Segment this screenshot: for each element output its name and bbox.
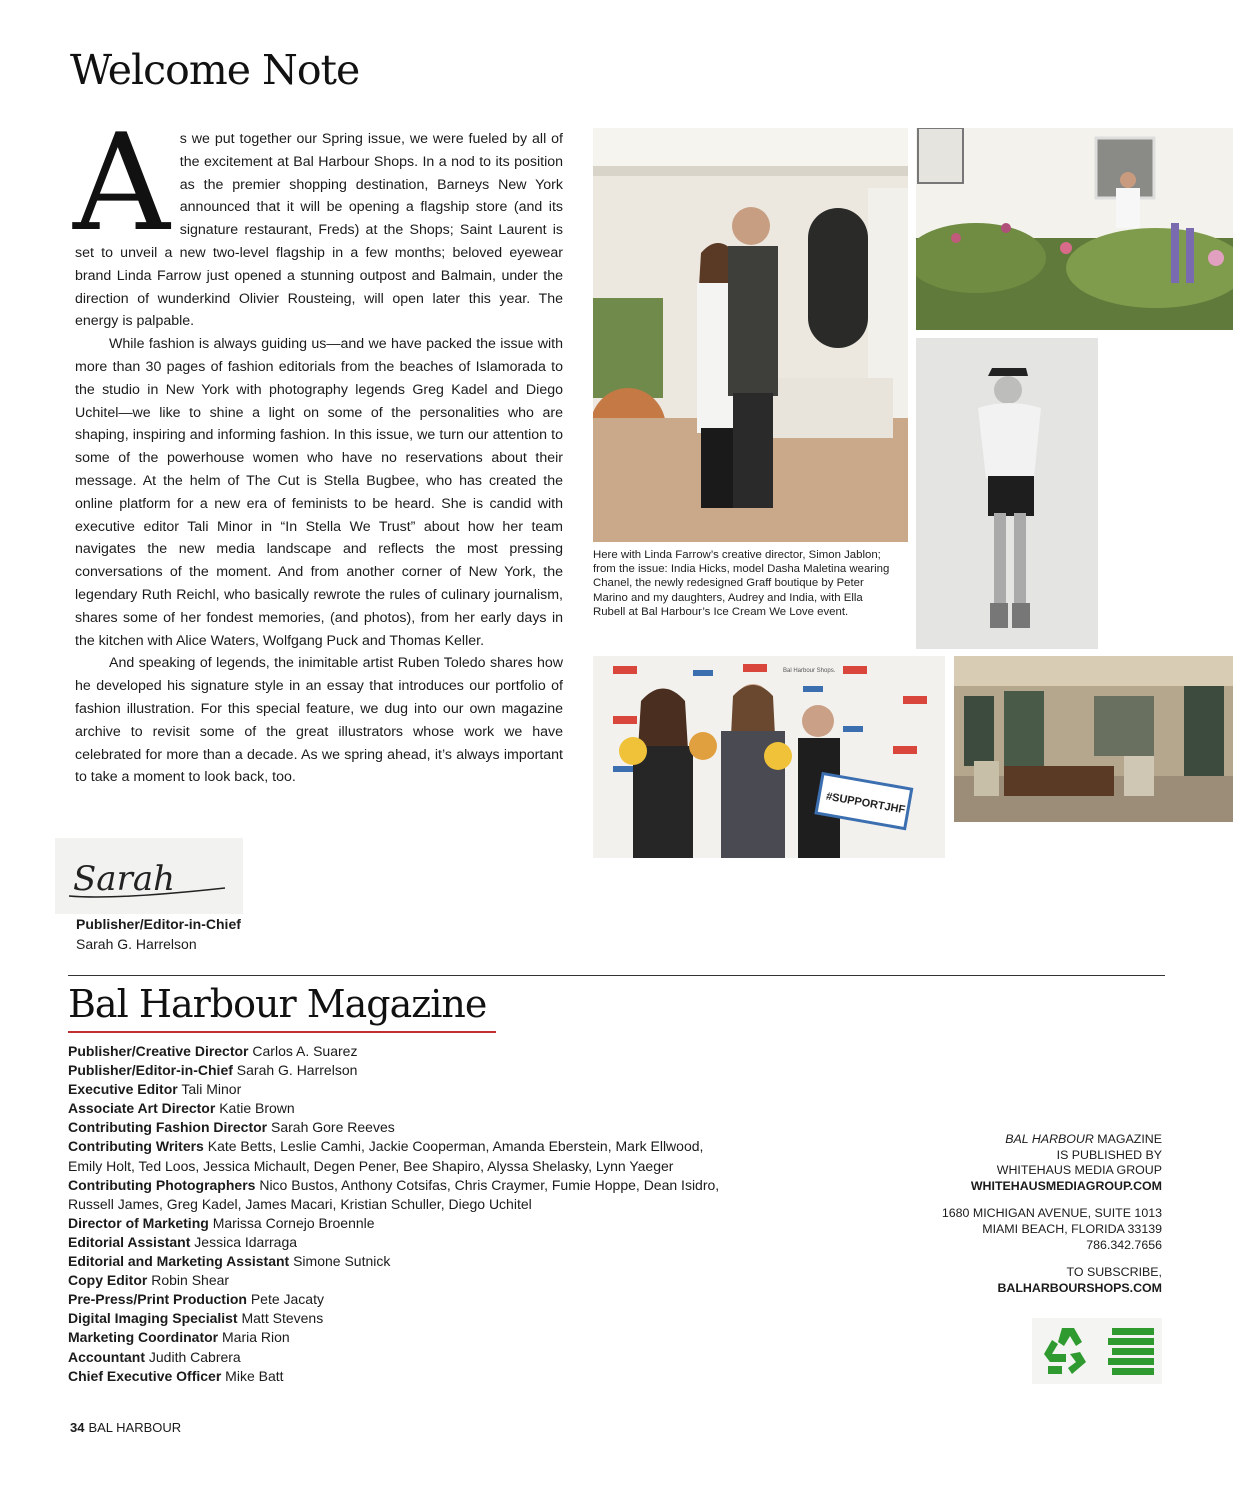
subscribe-link[interactable]: BALHARBOURSHOPS.COM [997,1280,1162,1295]
masthead-entry: Contributing Fashion Director Sarah Gore Reeves [68,1119,395,1136]
photo-couple-terrace [593,128,908,542]
publisher-line-3: WHITEHAUS MEDIA GROUP [996,1163,1162,1178]
paper-stack-icon [1108,1328,1154,1375]
page-title: Welcome Note [70,46,360,94]
signature [55,838,243,914]
signature-text: Sarah [73,859,175,899]
section-divider [68,975,1165,976]
photo-garden-window [916,128,1233,330]
masthead-entry: Chief Executive Officer Mike Batt [68,1367,284,1384]
recycle-logos [1032,1318,1162,1384]
masthead-entry: Publisher/Creative Director Carlos A. Suarez [68,1043,358,1059]
masthead-list [68,1042,728,1386]
page-number: 34 [70,1420,85,1435]
photo-model-chanel [916,338,1098,649]
masthead-entry: Marketing Coordinator Maria Rion [68,1329,290,1346]
phone-number: 786.342.7656 [1086,1237,1162,1252]
masthead-entry: Accountant Judith Cabrera [68,1348,241,1365]
masthead-entry: Editorial Assistant Jessica Idarraga [68,1233,298,1250]
page-footer [70,1420,181,1435]
masthead-entry: Director of Marketing Marissa Cornejo Broennle [68,1214,375,1231]
masthead-entry: Digital Imaging Specialist Matt Stevens [68,1310,324,1327]
recycle-icon [1044,1328,1086,1374]
subscribe-label: TO SUBSCRIBE, [1066,1265,1162,1280]
masthead-entry: Editorial and Marketing Assistant Simone Sutnick [68,1253,391,1270]
footer-section: BAL HARBOUR [88,1420,182,1435]
paragraph-1: As we put together our Spring issue, we were fueled by all of the excitement at Bal Harbour Shops. In a nod to its position as the premier shopping destination, Barneys New York announced that it will be opening a flagship store (and its signature restaurant, Freds) at the Shops; Saint Laurent is set to unveil a new two-level flagship in a few months; beloved eyewear brand Linda Farrow just opened a stunning outpost and Balmain, under the direction of wunderkind Olivier Rousteing, will open later this year. The energy is palpable. [73,105,563,330]
masthead-entry: Associate Art Director Katie Brown [68,1100,295,1117]
masthead-entry: Publisher/Editor-in-Chief Sarah G. Harrelson [68,1062,358,1079]
publisher-info [862,1132,1162,1296]
backdrop-brand-text: Bal Harbour Shops. [783,668,836,674]
support-sign-text: #SUPPORTJHF [825,790,907,817]
photo-caption: Here with Linda Farrow’s creative director, Simon Jablon; from the issue: India Hicks, model Dasha Maletina wearing Chanel, the newly redesigned Graff boutique by Peter Marino and my daughters, Audrey and India, with Ella Rubell at Bal Harbour’s Ice Cream We Love event. [593,549,890,618]
signature-name: Sarah G. Harrelson [76,936,197,952]
paragraph-2: While fashion is always guiding us—and we have packed the issue with more than 30 pages of fashion editorials from the beaches of Islamorada to the studio in New York with photography legends Greg Kadel and Diego Uchitel—we like to shine a light on some of the personalities who are shaping, inspiring and informing fashion. In this issue, we turn our attention to some of the powerhouse women who have no reservations about their message. At the helm of The Cut is Stella Bugbee, who has created the online platform for a new era of feminists to be heard. She is candid with executive editor Tali Minor in “In Stella We Trust” about how her team navigates the new media landscape and reflects the most pressing conversations of the moment. And from another corner of New York, the legendary Ruth Reichl, who basically rewrote the rules of culinary journalism, shares some of her fondest memories, (and photos), from her early days in the kitchen with Alice Waters, Wolfgang Puck and Thomas Keller. [75,336,563,649]
masthead-entry: Copy Editor Robin Shear [68,1272,230,1289]
paragraph-3: And speaking of legends, the inimitable artist Ruben Toledo shares how he developed his signature style in an essay that introduces our portfolio of fashion illustration. For this special feature, we dug into our own magazine archive to revisit some of the great illustrators whose work we have celebrated for more than a decade. As we spring ahead, it’s always important to take a moment to look back, too. [75,655,563,786]
photo-daughters-event [593,656,945,858]
masthead-entry: Contributing Photographers Nico Bustos, Anthony Cotsifas, Chris Craymer, Fumie Hoppe, Dean Isidro, Russell James, Greg Kadel, James Macari, Kristian Schuller, Diego Uchitel [68,1176,720,1212]
masthead-title: Bal Harbour Magazine [68,982,487,1026]
address-line-1: 1680 MICHIGAN AVENUE, SUITE 1013 [941,1206,1162,1221]
drop-cap: A [73,105,170,261]
signature-role: Publisher/Editor-in-Chief [76,916,241,932]
photo-graff-boutique [954,656,1233,822]
masthead-entry: Contributing Writers Kate Betts, Leslie Camhi, Jackie Cooperman, Amanda Eberstein, Mark Ellwood, Emily Holt, Ted Loos, Jessica Michault, Degen Pener, Bee Shapiro, Alyssa Shelasky, Lynn Yaeger [68,1138,704,1174]
masthead-entry: Pre-Press/Print Production Pete Jacaty [68,1291,324,1308]
publisher-line-1: BAL HARBOUR MAGAZINE [1005,1132,1162,1146]
publisher-website-link[interactable]: WHITEHAUSMEDIAGROUP.COM [970,1178,1162,1193]
masthead-entry: Executive Editor Tali Minor [68,1081,242,1098]
masthead-underline [68,1031,496,1033]
welcome-body [73,105,563,789]
address-line-2: MIAMI BEACH, FLORIDA 33139 [982,1221,1162,1236]
publisher-line-2: IS PUBLISHED BY [1056,1147,1162,1162]
